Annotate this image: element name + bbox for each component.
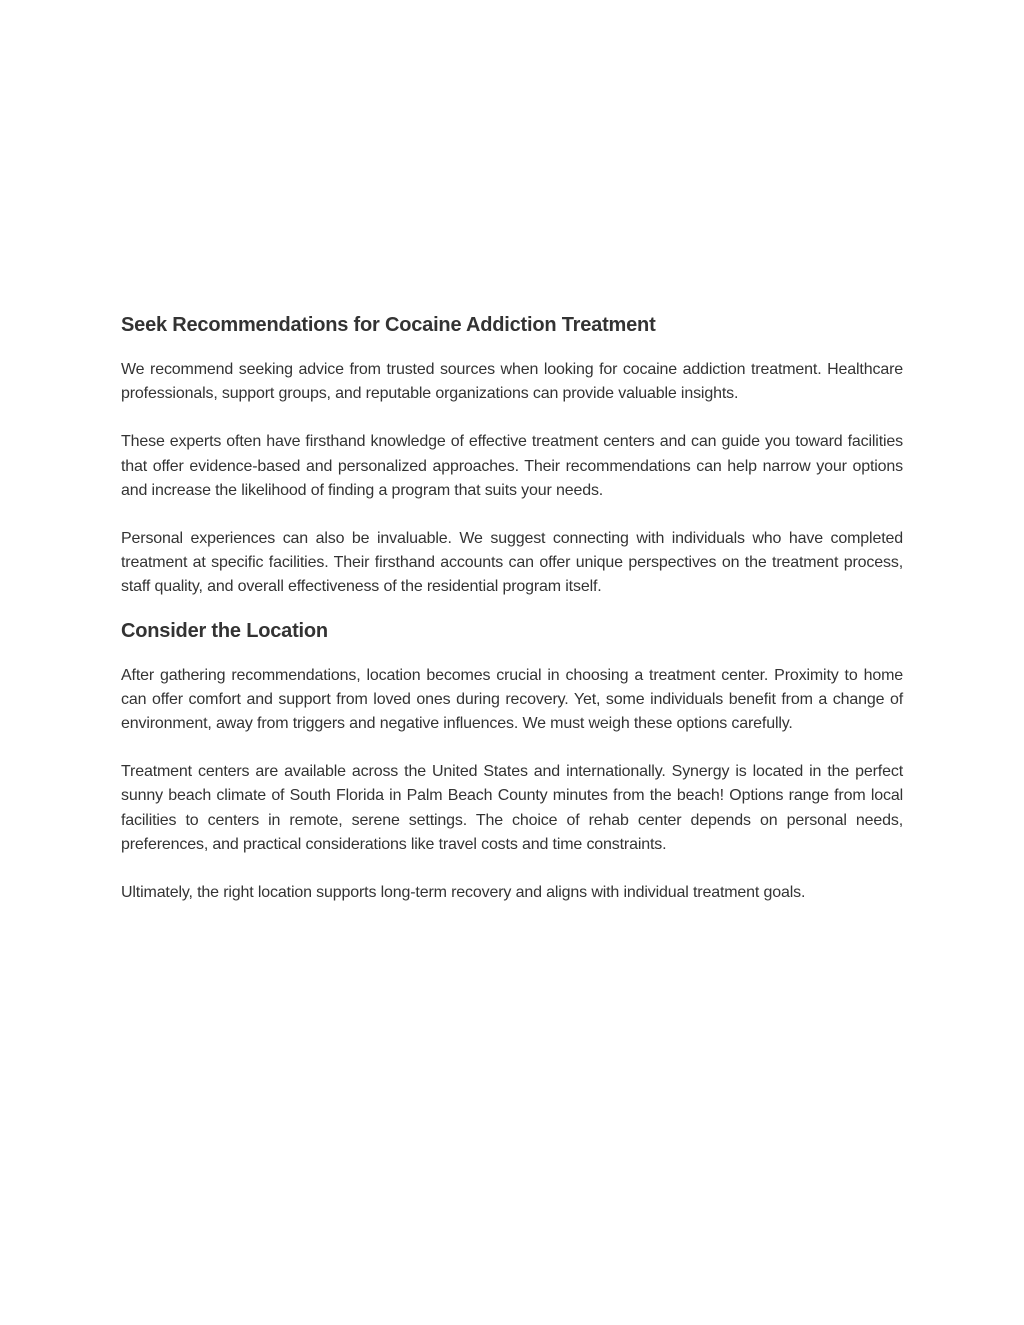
paragraph-location-crucial: After gathering recommendations, location becomes crucial in choosing a treatment center. Proximity to home can offer comfort and support from loved ones during recovery. Yet, some individuals benefit from a change of environment, away from triggers and negative influences. We must weigh these options carefully. bbox=[121, 666, 903, 733]
spacer bbox=[121, 341, 903, 358]
spacer bbox=[121, 503, 903, 527]
paragraph-trusted-sources: We recommend seeking advice from trusted sources when looking for cocaine addiction treatment. Healthcare professionals, support groups, and reputable organizations can provide valuable insights. bbox=[121, 361, 903, 403]
document-content bbox=[121, 309, 903, 905]
paragraph-treatment-centers: Treatment centers are available across the United States and internationally. Synergy is located in the perfect sunny beach climate of South Florida in Palm Beach County minutes from the beach! Options range from local facilities to centers in remote, serene settings. The choice of rehab center depends on personal needs, preferences, and practical considerations like travel costs and time constraints. bbox=[121, 763, 903, 853]
paragraph-personal-experiences: Personal experiences can also be invaluable. We suggest connecting with individuals who have completed treatment at specific facilities. Their firsthand accounts can offer unique perspectives on the treatment process, staff quality, and overall effectiveness of the residential program itself. bbox=[121, 530, 903, 596]
spacer bbox=[121, 600, 903, 615]
paragraph-ultimately: Ultimately, the right location supports long-term recovery and aligns with individual treatment goals. bbox=[121, 884, 806, 902]
spacer bbox=[121, 406, 903, 430]
paragraph-experts: These experts often have firsthand knowledge of effective treatment centers and can guide you toward facilities that offer evidence-based and personalized approaches. Their recommendations can help narrow your options and increase the likelihood of finding a program that suits your needs. bbox=[121, 433, 903, 499]
spacer bbox=[121, 857, 903, 881]
spacer bbox=[121, 736, 903, 760]
section-heading-recommendations: Seek Recommendations for Cocaine Addiction Treatment bbox=[121, 314, 656, 336]
section-heading-location: Consider the Location bbox=[121, 619, 328, 642]
spacer bbox=[121, 647, 903, 664]
